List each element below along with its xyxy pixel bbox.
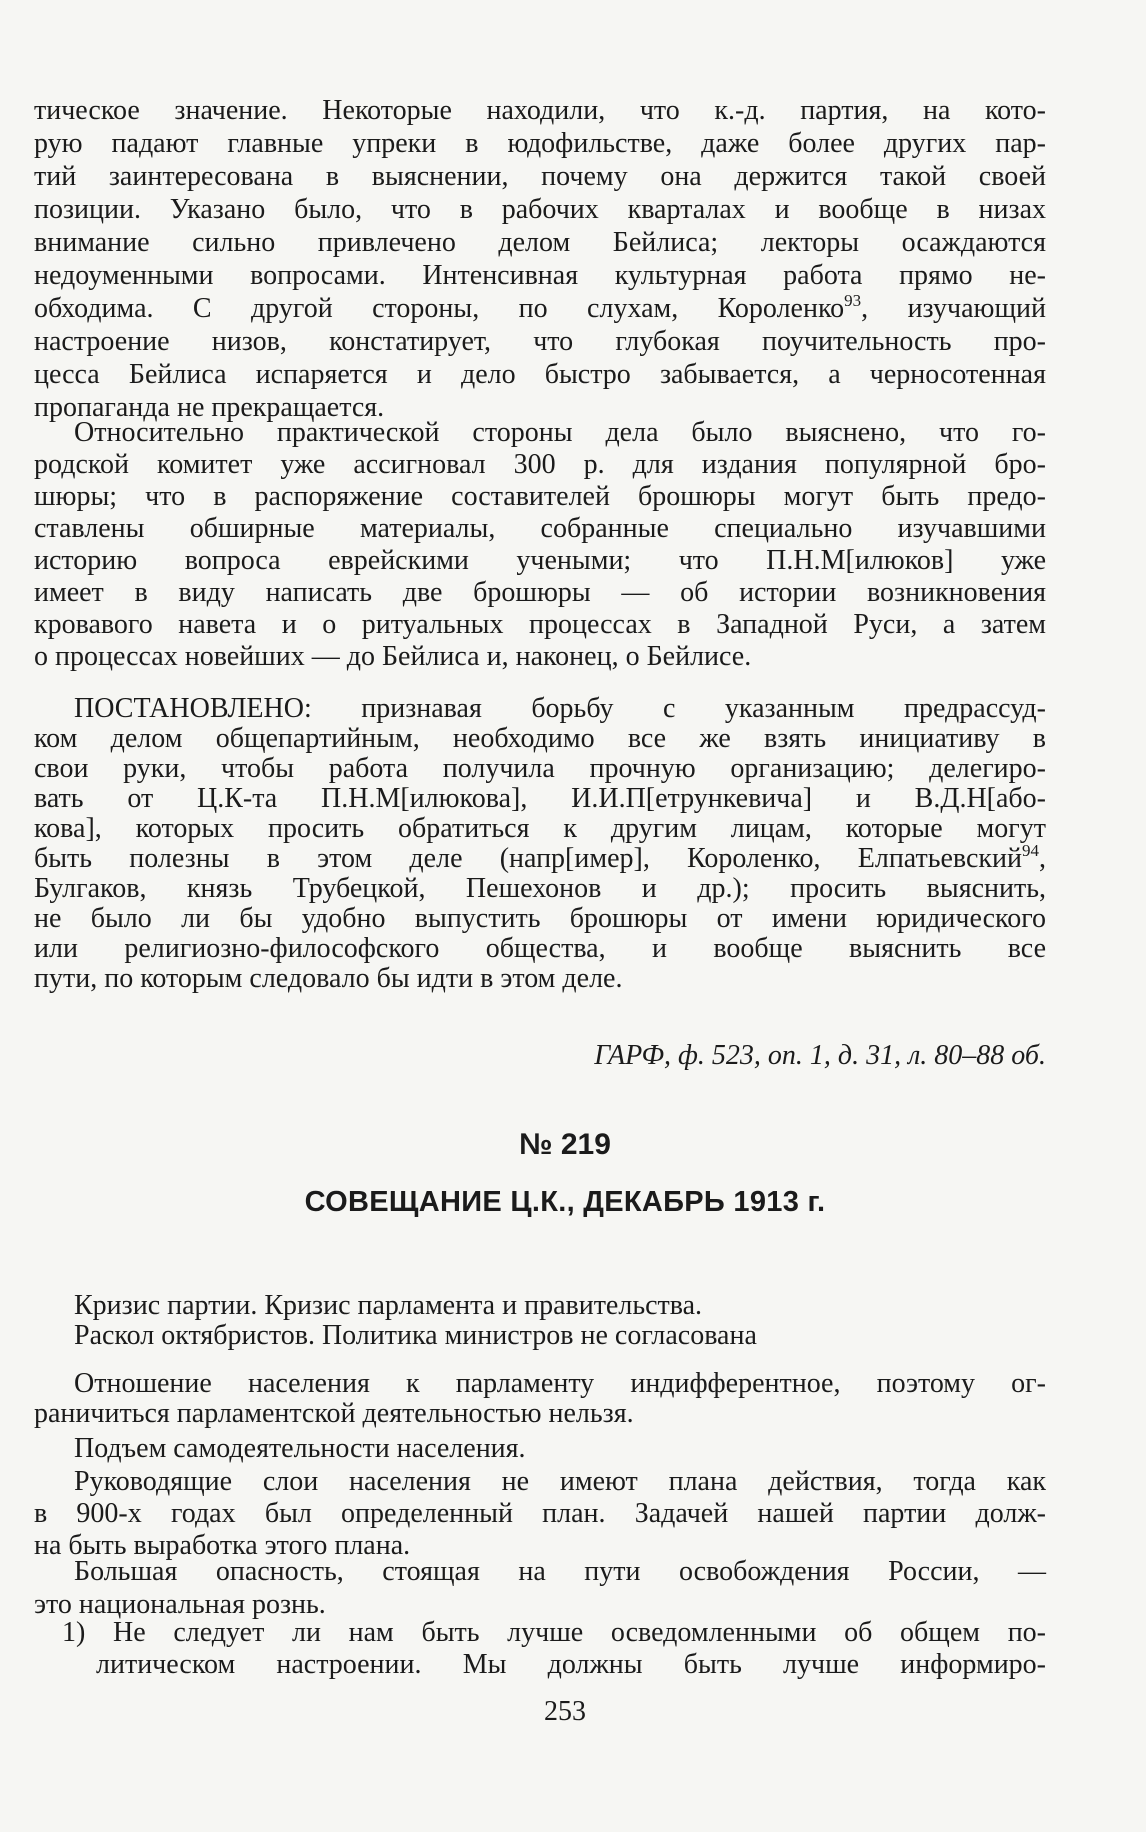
text-line: рую падают главные упреки в юдофильстве, даже более других пар-	[34, 128, 1046, 159]
text-line: тий заинтересована в выяснении, почему она держится такой своей	[34, 161, 1046, 192]
text-line: кова], которых просить обратиться к другим лицам, которые могут	[34, 813, 1046, 844]
text-line: Относительно практической стороны дела было выяснено, что го-	[74, 417, 1046, 448]
text-line: настроение низов, констатирует, что глубокая поучительность про-	[34, 326, 1046, 357]
text-line: или религиозно-философского общества, и вообще выяснить все	[34, 933, 1046, 964]
text-line: тическое значение. Некоторые находили, что к.-д. партия, на кото-	[34, 95, 1046, 126]
text-line	[34, 292, 1046, 325]
text-line: родской комитет уже ассигновал 300 р. для издания популярной бро-	[34, 449, 1046, 480]
text-line: имеет в виду написать две брошюры — об истории возникновения	[34, 577, 1046, 608]
paragraph-1	[34, 94, 1046, 424]
text: быть полезны в этом деле (напр[имер], Короленко, Елпатьевский	[34, 843, 1022, 874]
text-line: шюры; что в распоряжение составителей брошюры могут быть предо-	[34, 481, 1046, 512]
text-line: о процессах новейших — до Бейлиса и, наконец, о Бейлисе.	[34, 641, 752, 672]
text: , изучающий	[861, 293, 1046, 324]
text-line: 1) Не следует ли нам быть лучше осведомленными об общем по-	[62, 1617, 1046, 1648]
text-line: не было ли бы удобно выпустить брошюры от имени юридического	[34, 903, 1046, 934]
footnote-ref-93[interactable]: 93	[844, 291, 862, 310]
text: ,	[1039, 843, 1046, 874]
text-line: Кризис партии. Кризис парламента и правительства.	[74, 1290, 703, 1321]
note-3	[34, 1369, 1046, 1429]
text: обходима. С другой стороны, по слухам, Короленко	[34, 293, 845, 324]
text-line: свои руки, чтобы работа получила прочную организацию; делегиро-	[34, 753, 1046, 784]
text-line: ПОСТАНОВЛЕНО: признавая борьбу с указанным предрассуд-	[74, 693, 1046, 724]
note-5	[34, 1466, 1046, 1562]
note-4	[34, 1434, 1046, 1464]
text-line: в 900-х годах был определенный план. Задачей нашей партии долж-	[34, 1498, 1046, 1529]
note-6	[34, 1555, 1046, 1621]
text-line: позиции. Указано было, что в рабочих кварталах и вообще в низах	[34, 194, 1046, 225]
text-line: пути, по которым следовало бы идти в этом деле.	[34, 963, 623, 994]
paragraph-2	[34, 417, 1046, 673]
text-line: Булгаков, князь Трубецкой, Пешехонов и др.); просить выяснить,	[34, 873, 1046, 904]
list-item-1	[34, 1617, 1046, 1681]
text-line: Отношение населения к парламенту индифферентное, поэтому ог-	[74, 1368, 1046, 1399]
resolution-paragraph	[34, 694, 1046, 994]
text-line: Большая опасность, стоящая на пути освобождения России, —	[74, 1556, 1046, 1587]
text-line: литическом настроении. Мы должны быть лучше информиро-	[96, 1649, 1046, 1680]
text-line: ставлены обширные материалы, собранные специально изучавшими	[34, 513, 1046, 544]
text-line: кровавого навета и о ритуальных процессах в Западной Руси, а затем	[34, 609, 1046, 640]
text-line: Руководящие слои населения не имеют плана действия, тогда как	[74, 1466, 1046, 1497]
text-line: раничиться парламентской деятельностью нельзя.	[34, 1398, 634, 1429]
note-1	[34, 1291, 1046, 1351]
text-line: на быть выработка этого плана.	[34, 1530, 411, 1561]
archive-source-citation: ГАРФ, ф. 523, оп. 1, д. 31, л. 80–88 об.	[594, 1040, 1046, 1071]
page-number: 253	[544, 1696, 586, 1727]
text-line: недоуменными вопросами. Интенсивная культурная работа прямо не-	[34, 260, 1046, 291]
text-line: вать от Ц.К-та П.Н.М[илюкова], И.И.П[етрункевича] и В.Д.Н[або-	[34, 783, 1046, 814]
text-line: историю вопроса еврейскими учеными; что П.Н.М[илюков] уже	[34, 545, 1046, 576]
document-number: № 219	[519, 1128, 611, 1161]
footnote-ref-94[interactable]: 94	[1022, 841, 1039, 860]
text-line	[34, 841, 1046, 874]
document-title: СОВЕЩАНИЕ Ц.К., ДЕКАБРЬ 1913 г.	[304, 1186, 826, 1218]
text-line: цесса Бейлиса испаряется и дело быстро забывается, а черносотенная	[34, 359, 1046, 390]
text-line: пропаганда не прекращается.	[34, 392, 385, 423]
text-line: это национальная рознь.	[34, 1589, 326, 1620]
text-line: внимание сильно привлечено делом Бейлиса; лекторы осаждаются	[34, 227, 1046, 258]
text-line: Раскол октябристов. Политика министров не согласована	[74, 1320, 757, 1351]
text-line: ком делом общепартийным, необходимо все же взять инициативу в	[34, 723, 1046, 754]
text-line: Подъем самодеятельности населения.	[74, 1433, 526, 1464]
